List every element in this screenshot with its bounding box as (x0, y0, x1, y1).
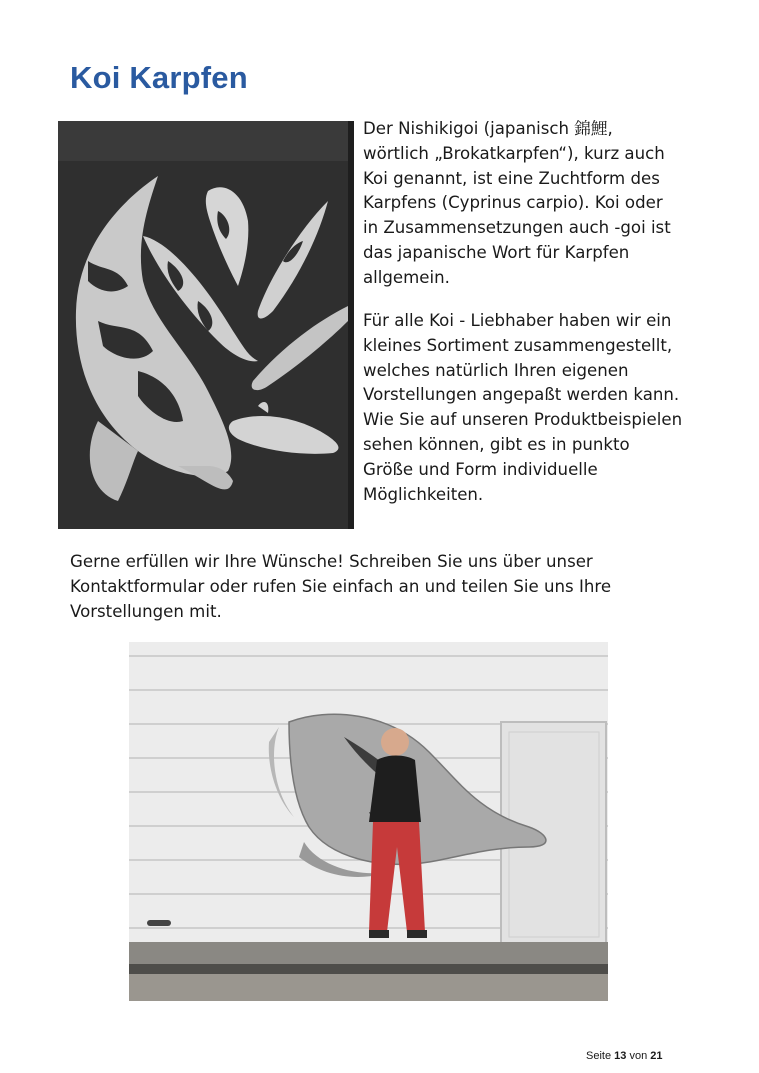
page-title: Koi Karpfen (70, 60, 248, 95)
page-number-total: 21 (650, 1050, 663, 1062)
page-number-prefix: Seite (586, 1050, 612, 1062)
page-number-middle: von (629, 1050, 648, 1062)
contact-paragraph: Gerne erfüllen wir Ihre Wünsche! Schreiben Sie uns über unser Kontaktformular oder rufen Sie einfach an und teilen Sie uns Ihre Vorstellungen mit. (70, 552, 612, 621)
intro-paragraph: Der Nishikigoi (japanisch 錦鯉, wörtlich „Brokatkarpfen“), kurz auch Koi genannt, ist eine Zuchtform des Karpfens (Cyprinus carpio). Koi oder in Zusammensetzungen auch -goi ist das japanische Wort für Karpfen allgemein. (363, 119, 671, 287)
page-number (586, 1050, 663, 1062)
page-number-current: 13 (614, 1050, 627, 1062)
koi-wall-art-photo (58, 121, 354, 529)
assortment-paragraph: Für alle Koi - Liebhaber haben wir ein kleines Sortiment zusammengestellt, welches natürlich Ihren eigenen Vorstellungen angepaßt werden kann. Wie Sie auf unseren Produktbeispielen sehen können, gibt es in punkto Größe und Form individuelle Möglichkeiten. (363, 311, 683, 504)
koi-sculpture-photo (129, 642, 608, 1001)
